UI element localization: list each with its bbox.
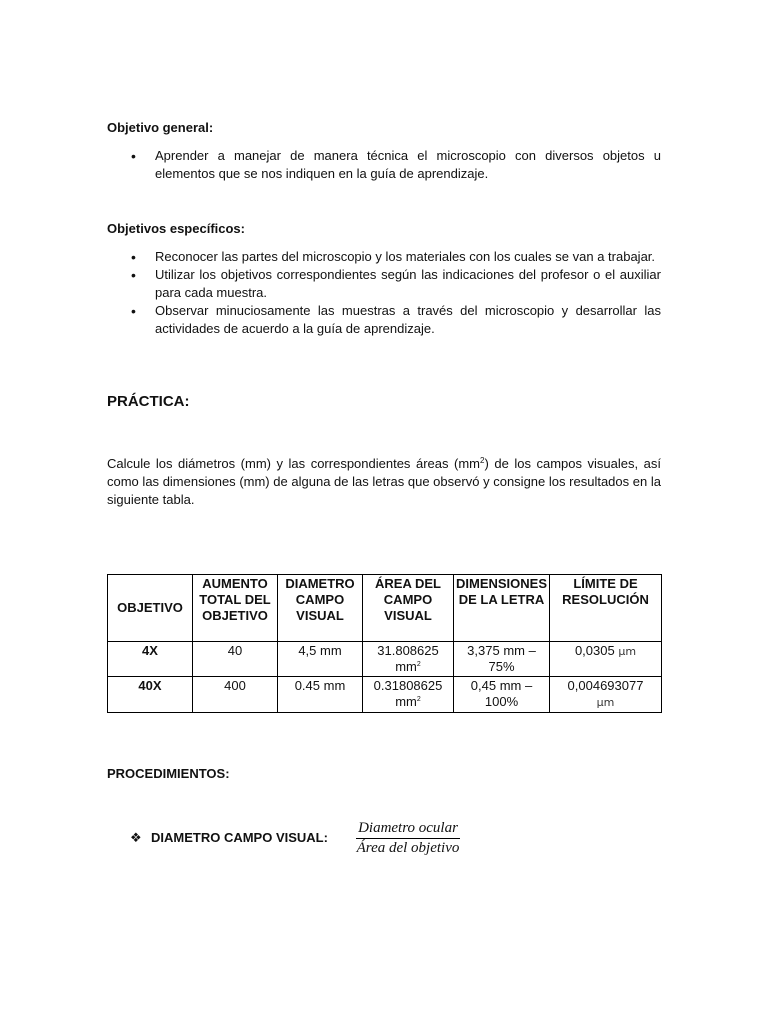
general-objective-heading: Objetivo general: bbox=[107, 120, 214, 135]
cell-aumento: 40 bbox=[193, 642, 278, 677]
list-item-text: Aprender a manejar de manera técnica el microscopio con diversos objetos u elementos que se nos indiquen en la guía de aprendizaje. bbox=[155, 148, 661, 181]
formula-label: DIAMETRO CAMPO VISUAL: bbox=[151, 830, 328, 845]
header-area: ÁREA DEL CAMPO VISUAL bbox=[363, 575, 454, 642]
cell-objetivo: 40X bbox=[108, 677, 193, 713]
list-item bbox=[107, 266, 661, 302]
bullet-icon: • bbox=[131, 303, 136, 319]
header-limite: LÍMITE DE RESOLUCIÓN bbox=[550, 575, 662, 642]
bullet-icon: • bbox=[131, 267, 136, 283]
diamond-bullet-icon: ❖ bbox=[130, 830, 142, 845]
header-dimensiones: DIMENSIONES DE LA LETRA bbox=[454, 575, 550, 642]
header-objetivo: OBJETIVO bbox=[108, 575, 193, 642]
list-item-text: Observar minuciosamente las muestras a través del microscopio y desarrollar las actividades de acuerdo a la guía de aprendizaje. bbox=[155, 303, 661, 336]
cell-dimension: 0,45 mm – 100% bbox=[454, 677, 550, 713]
formula-numerator: Diametro ocular bbox=[356, 820, 460, 839]
cell-area: 31.808625 $mm^2$ bbox=[363, 642, 454, 677]
cell-diametro: 0.45 mm bbox=[278, 677, 363, 713]
table-row bbox=[108, 642, 662, 677]
cell-limite: 0,0305 μm bbox=[550, 642, 662, 677]
table-row bbox=[108, 677, 662, 713]
cell-limite: 0,004693077 μm bbox=[550, 677, 662, 713]
practice-heading: PRÁCTICA: bbox=[107, 393, 190, 410]
list-item-text: Reconocer las partes del microscopio y los materiales con los cuales se van a trabajar. bbox=[155, 249, 656, 264]
formula-fraction bbox=[356, 820, 460, 857]
bullet-icon: • bbox=[131, 148, 136, 164]
cell-aumento: 400 bbox=[193, 677, 278, 713]
results-table bbox=[107, 574, 662, 713]
list-item bbox=[107, 248, 661, 266]
bullet-icon: • bbox=[131, 249, 136, 265]
list-item bbox=[107, 302, 661, 338]
specific-objectives-heading: Objetivos específicos: bbox=[107, 221, 245, 236]
cell-objetivo: 4X bbox=[108, 642, 193, 677]
header-aumento: AUMENTO TOTAL DEL OBJETIVO bbox=[193, 575, 278, 642]
procedures-heading: PROCEDIMIENTOS: bbox=[107, 766, 230, 781]
general-objective-list bbox=[107, 147, 661, 183]
table-header-row bbox=[108, 575, 662, 642]
formula-denominator: Área del objetivo bbox=[356, 840, 460, 856]
list-item-text: Utilizar los objetivos correspondientes según las indicaciones del profesor o el auxiliar para cada muestra. bbox=[155, 267, 661, 300]
header-diametro: DIAMETRO CAMPO VISUAL bbox=[278, 575, 363, 642]
cell-dimension: 3,375 mm – 75% bbox=[454, 642, 550, 677]
practice-instructions: Calcule los diámetros (mm) y las correspondientes áreas $(mm^2)$ de los campos visuales, así como las dimensiones (mm) de alguna de las letras que observó y consigne los resultados en la siguiente tabla. bbox=[107, 456, 661, 507]
cell-area: 0.31808625 $mm^2$ bbox=[363, 677, 454, 713]
cell-diametro: 4,5 mm bbox=[278, 642, 363, 677]
specific-objectives-list bbox=[107, 248, 661, 338]
list-item bbox=[107, 147, 661, 183]
